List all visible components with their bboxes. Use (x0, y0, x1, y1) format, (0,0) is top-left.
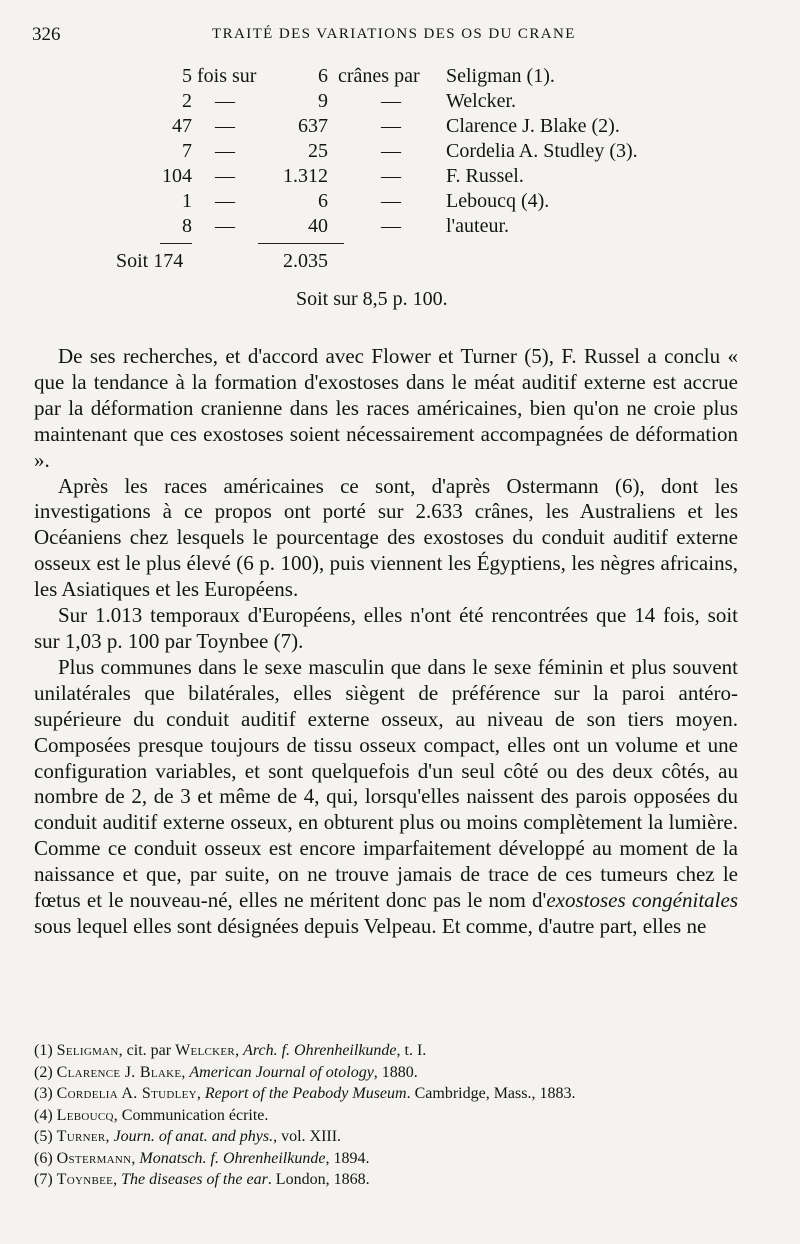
row-count: 7 (182, 140, 192, 162)
row-author: Cordelia A. Studley (3). (446, 140, 638, 162)
footnote-number: (6) (34, 1149, 53, 1167)
row-separator: — (215, 165, 235, 187)
footnote-title: Monatsch. f. Ohrenheilkunde (139, 1149, 326, 1167)
paragraph-text: sous lequel elles sont désignées depuis Velpeau. Et comme, d'autre part, elles ne (34, 913, 707, 938)
italic-term: exostoses congénitales (546, 888, 739, 913)
row-skulls: 1.312 (283, 165, 328, 187)
footnote-text: , (196, 1085, 205, 1102)
row-separator: — (381, 90, 401, 112)
row-count: 5 (182, 65, 192, 87)
footnote-title: American Journal of otology (189, 1063, 374, 1081)
row-author: Seligman (1). (446, 65, 555, 87)
footnote-text: , vol. XIII. (273, 1128, 342, 1145)
footnote-title: The diseases of the ear (121, 1171, 268, 1188)
footnote-text: . Cambridge, Mass., 1883. (406, 1085, 576, 1102)
footnote (34, 1126, 746, 1148)
paragraph-text: De ses recherches, et d'accord avec Flower et Turner (5), F. Russel a conclu « que la tendance à la formation d'exostoses dans le méat auditif externe est accrue par la déformation cranienne dans les races américaines, bien qu'on ne croie plus maintenant que ces exostoses soient nécessairement accompagnées de déformation ». (34, 344, 738, 472)
row-skulls: 9 (318, 90, 328, 112)
row-count: 104 (162, 165, 192, 187)
footnote-number: (5) (34, 1128, 53, 1145)
footnote-title: Arch. f. Ohrenheilkunde (243, 1042, 397, 1059)
footnote-number: (1) (34, 1042, 53, 1059)
table-row (0, 139, 800, 164)
footnotes (34, 1040, 746, 1191)
footnote-author: Seligman (56, 1042, 119, 1059)
footnote (34, 1169, 746, 1191)
row-separator: — (381, 165, 401, 187)
table-row (0, 214, 800, 239)
running-title: TRAITÉ DES VARIATIONS DES OS DU CRANE (212, 26, 576, 42)
paragraph (34, 655, 738, 940)
footnote-number: (3) (34, 1085, 53, 1102)
footnote-number: (2) (34, 1063, 53, 1081)
row-separator: fois sur (197, 65, 257, 87)
footnote-number: (4) (34, 1106, 53, 1124)
row-separator: — (381, 190, 401, 212)
row-author: Leboucq (4). (446, 190, 550, 212)
footnote-text: , 1894. (325, 1149, 370, 1167)
footnote (34, 1105, 746, 1127)
row-separator: — (215, 140, 235, 162)
row-skulls: 6 (318, 65, 328, 87)
row-separator: — (215, 215, 235, 237)
row-count: 8 (182, 215, 192, 237)
footnote-text: , Communication écrite. (113, 1106, 269, 1124)
footnote-author: Leboucq (56, 1106, 114, 1124)
paragraph-text: Sur 1.013 temporaux d'Européens, elles n'ont été rencontrées que 14 fois, soit sur 1,03 p. 100 par Toynbee (7). (34, 603, 738, 653)
table-row (0, 114, 800, 139)
row-count: 2 (182, 90, 192, 112)
footnote-author: Clarence J. Blake (56, 1063, 182, 1081)
footnote-author: Turner (56, 1128, 106, 1145)
table-row (0, 89, 800, 114)
footnote (34, 1062, 746, 1084)
table-row (0, 64, 800, 89)
row-author: Welcker. (446, 90, 517, 112)
footnote-title: Journ. of anat. and phys. (113, 1128, 274, 1145)
page-number: 326 (32, 24, 61, 45)
row-separator: — (381, 140, 401, 162)
footnote-text: , 1880. (373, 1063, 418, 1081)
body-text (34, 344, 738, 940)
footnote-author: Ostermann (56, 1149, 132, 1167)
row-author: Clarence J. Blake (2). (446, 115, 620, 137)
footnote-text: , (235, 1042, 244, 1059)
footnote-text: . London, 1868. (267, 1171, 370, 1188)
paragraph (34, 344, 738, 474)
paragraph-text: Après les races américaines ce sont, d'après Ostermann (6), dont les investigations à ce propos ont porté sur 2.633 crânes, les Australiens et les Océaniens chez lesquels le pourcentage des exostoses du conduit auditif externe osseux est le plus élevé (6 p. 100), puis viennent les Égyptiens, les nègres africains, les Asiatiques et les Européens. (34, 473, 738, 602)
table-row (0, 189, 800, 214)
footnote-text: , (113, 1171, 122, 1188)
footnote (34, 1083, 746, 1105)
row-separator: — (215, 190, 235, 212)
footnote (34, 1040, 746, 1062)
ratio-line: Soit sur 8,5 p. 100. (296, 288, 448, 310)
paragraph (34, 603, 738, 655)
footnote (34, 1148, 746, 1170)
total-rule-count (160, 243, 192, 244)
row-skulls: 40 (308, 215, 328, 237)
row-skulls: 6 (318, 190, 328, 212)
paragraph (34, 474, 738, 604)
total-rule-skulls (258, 243, 344, 244)
footnote-author: Welcker (175, 1042, 236, 1059)
row-skulls: 25 (308, 140, 328, 162)
footnote-text: , cit. par (118, 1042, 176, 1059)
footnote-text: , (181, 1063, 190, 1081)
footnote-number: (7) (34, 1171, 53, 1188)
table-row (0, 164, 800, 189)
row-separator: — (215, 90, 235, 112)
row-separator: — (215, 115, 235, 137)
footnote-text: , (131, 1149, 140, 1167)
row-count: 47 (172, 115, 192, 137)
row-skulls: 637 (298, 115, 328, 137)
total-count: Soit 174 (116, 250, 184, 272)
paragraph-text: Plus communes dans le sexe masculin que dans le sexe féminin et plus souvent unilatérales que bilatérales, elles siègent de préférence sur la paroi antéro-supérieure du conduit auditif externe osseux, au niveau de son tiers moyen. Composées presque toujours de tissu osseux compact, elles ont un volume et une configuration variables, et sont quelquefois d'un seul côté ou des deux côtés, au nombre de 2, de 3 et même de 4, qui, lorsqu'elles naissent des parois opposées du conduit auditif externe osseux, en obturent plus ou moins complètement la lumière. Comme ce conduit osseux est encore imparfaitement développé au moment de la naissance et que, par suite, on ne trouve jamais de trace de ces tumeurs chez le fœtus et le nouveau-né, elles ne méritent donc pas le nom d' (34, 654, 738, 913)
footnote-author: Toynbee (56, 1171, 114, 1188)
row-author: F. Russel. (446, 165, 524, 187)
page-header (32, 20, 772, 50)
footnote-text: , t. I. (396, 1042, 427, 1059)
footnote-title: Report of the Peabody Museum (204, 1085, 407, 1102)
row-separator: crânes par (338, 65, 420, 87)
total-skulls: 2.035 (283, 250, 328, 272)
row-author: l'auteur. (446, 215, 510, 237)
footnote-text: , (105, 1128, 114, 1145)
row-count: 1 (182, 190, 192, 212)
statistics-table (0, 64, 800, 239)
footnote-author: Cordelia A. Studley (56, 1085, 197, 1102)
row-separator: — (381, 215, 401, 237)
row-separator: — (381, 115, 401, 137)
